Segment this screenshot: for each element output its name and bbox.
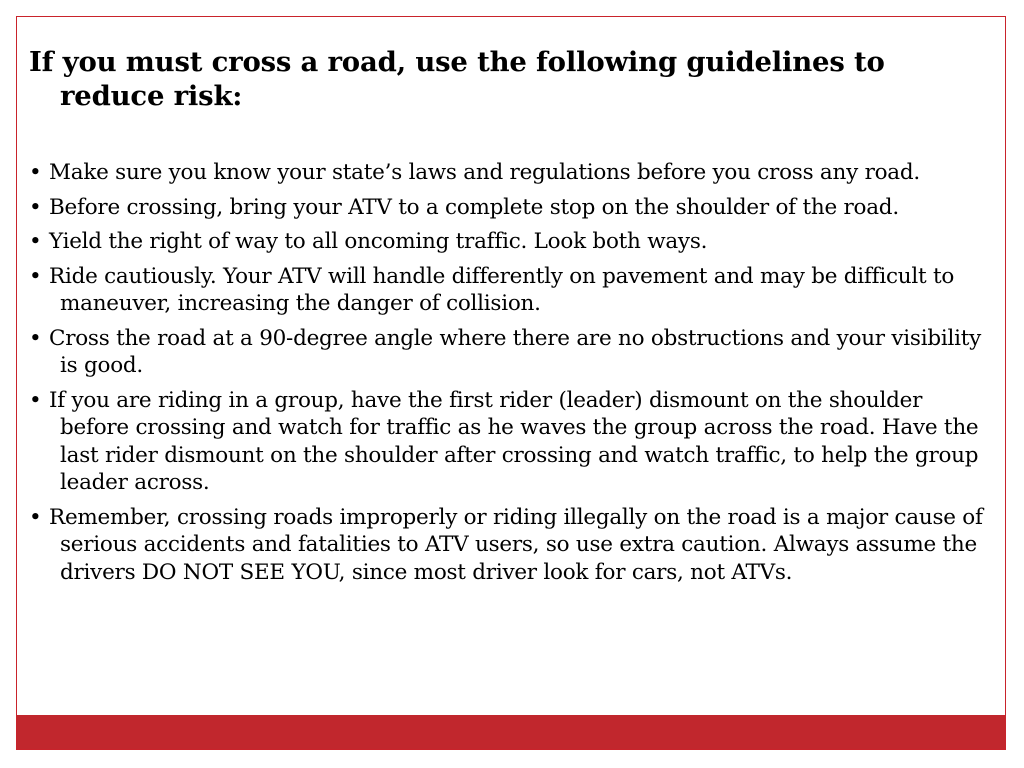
bullet-text: Cross the road at a 90-degree angle where there are no obstructions and your visibility is good. [49,325,982,378]
bullet-text: Ride cautiously. Your ATV will handle differently on pavement and may be difficult to maneuver, increasing the danger of collision. [49,263,955,316]
bullet-text: Before crossing, bring your ATV to a complete stop on the shoulder of the road. [49,194,899,220]
bullet-icon: • [29,263,42,289]
footer-accent-bar [17,715,1005,749]
bullet-icon: • [29,229,42,254]
bullet-text: If you are riding in a group, have the first rider (leader) dismount on the shoulder before crossing and watch for traffic as he waves the group across the road. Have the last rider dismount on the shoulder after crossing and watch traffic, to help the group leader across. [49,387,979,495]
slide-frame [16,16,1006,750]
bullet-item [29,387,989,497]
bullet-item [29,504,989,587]
bullet-icon: • [29,504,42,530]
bullet-icon: • [29,325,42,351]
bullet-icon: • [29,194,42,220]
bullet-item [29,159,989,187]
bullet-icon: • [29,387,42,413]
bullet-text: Remember, crossing roads improperly or riding illegally on the road is a major cause of serious accidents and fatalities to ATV users, so use extra caution. Always assume the drivers DO NOT SEE YOU, since most driver look for cars, not ATVs. [49,504,983,585]
bullet-item [29,325,989,380]
bullet-list [29,159,989,586]
bullet-item [29,263,989,318]
bullet-item [29,194,989,222]
bullet-text: Make sure you know your state’s laws and regulations before you cross any road. [49,160,920,185]
bullet-text: Yield the right of way to all oncoming traffic. Look both ways. [49,229,708,254]
bullet-item [29,228,989,256]
bullet-icon: • [29,160,42,185]
slide-heading: If you must cross a road, use the following guidelines to reduce risk: [29,46,885,112]
slide-content [29,45,989,593]
